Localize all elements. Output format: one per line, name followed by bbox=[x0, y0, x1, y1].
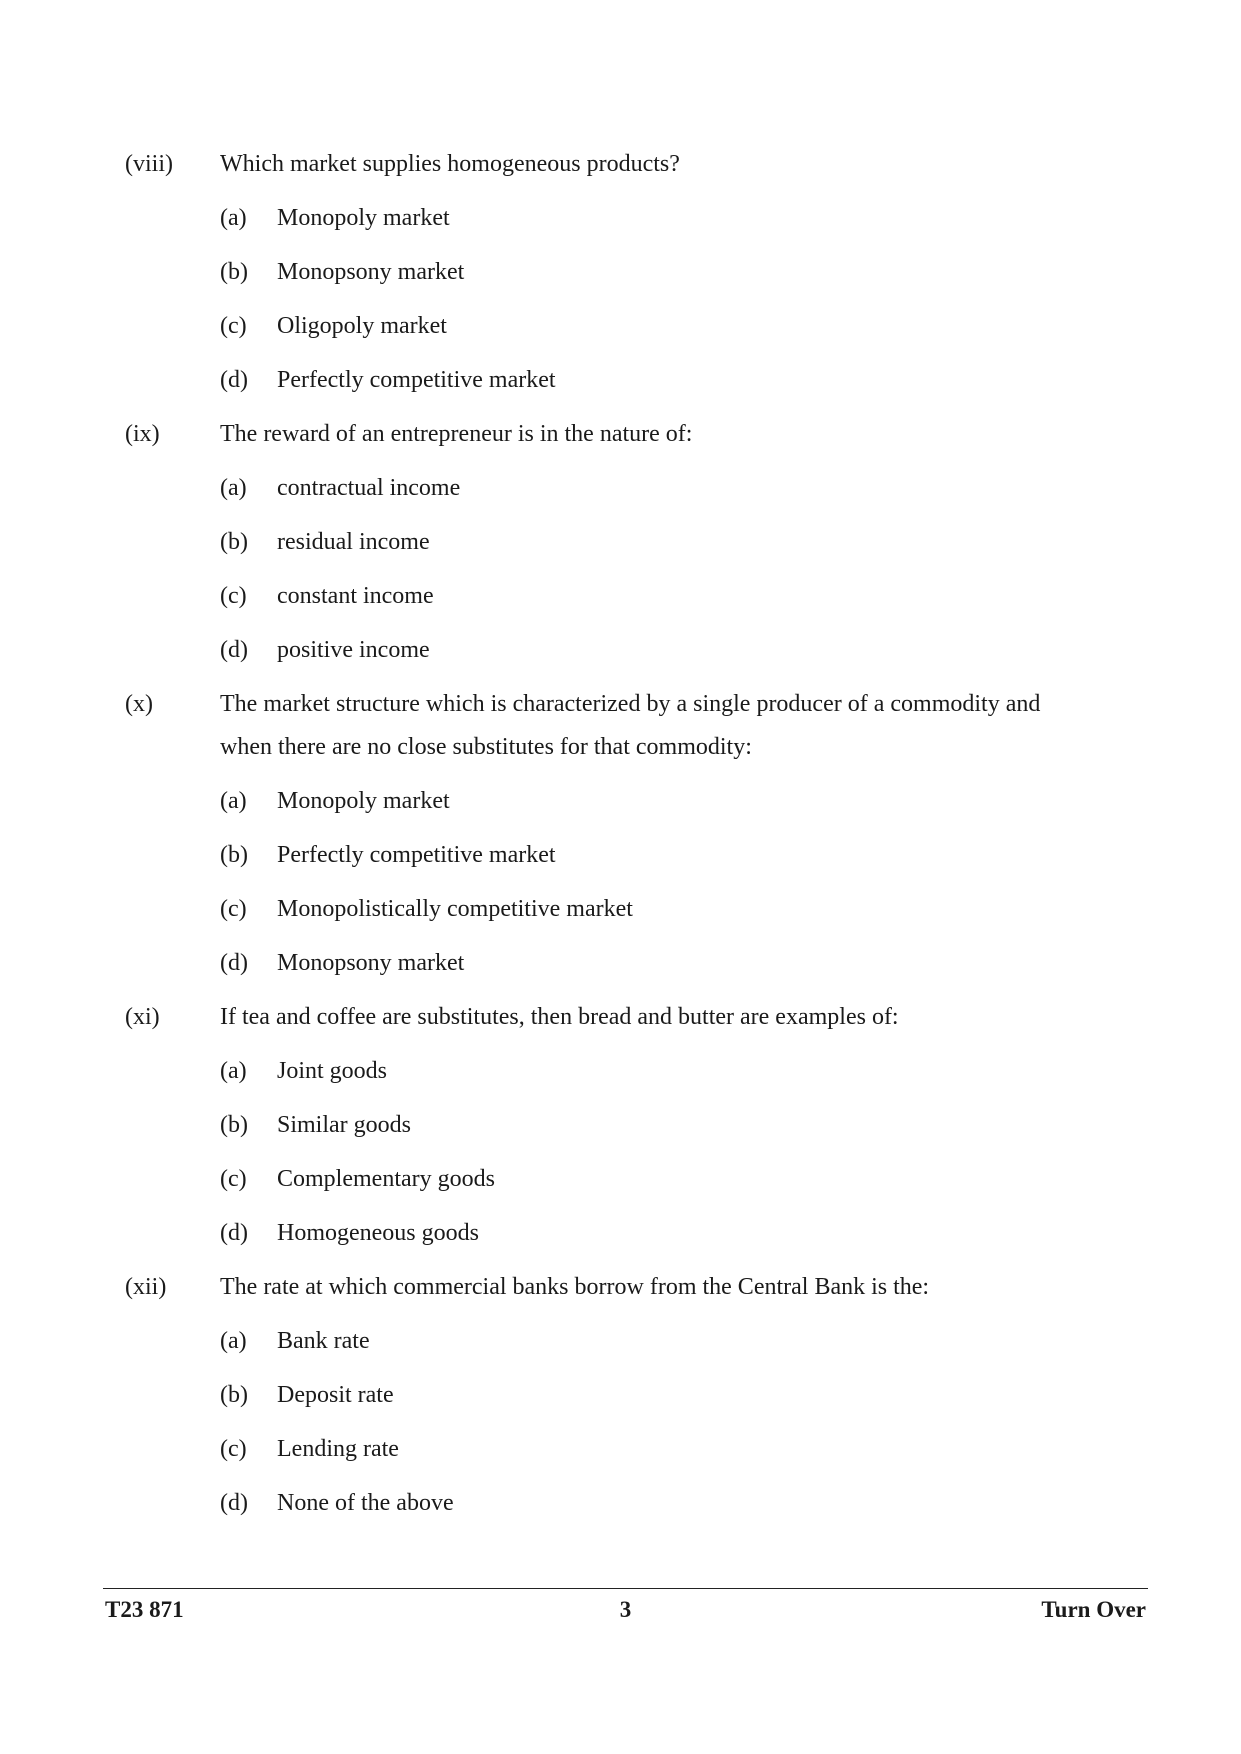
option-text: Monopoly market bbox=[277, 788, 450, 814]
option-text: positive income bbox=[277, 637, 430, 663]
option-label: (d) bbox=[220, 1220, 248, 1246]
question-number: (xi) bbox=[125, 1004, 160, 1030]
option-text: Homogeneous goods bbox=[277, 1220, 479, 1246]
option-label: (a) bbox=[220, 1058, 247, 1084]
option-text: Deposit rate bbox=[277, 1382, 394, 1408]
option-text: None of the above bbox=[277, 1490, 454, 1516]
option-text: Joint goods bbox=[277, 1058, 388, 1084]
question-number: (x) bbox=[125, 691, 153, 717]
option-d bbox=[220, 629, 1125, 672]
option-text: Perfectly competitive market bbox=[277, 842, 556, 868]
option-a bbox=[220, 780, 1125, 823]
option-label: (b) bbox=[220, 842, 248, 868]
option-label: (d) bbox=[220, 637, 248, 663]
option-text: residual income bbox=[277, 529, 430, 555]
option-c bbox=[220, 1158, 1125, 1201]
option-label: (b) bbox=[220, 1382, 248, 1408]
question-viii bbox=[125, 143, 1125, 402]
page-number: 3 bbox=[619, 1597, 632, 1622]
turn-over-note: Turn Over bbox=[1041, 1597, 1146, 1622]
option-label: (d) bbox=[220, 367, 248, 393]
option-a bbox=[220, 197, 1125, 240]
question-stem bbox=[125, 413, 1125, 456]
question-list bbox=[125, 143, 1125, 1536]
question-xii bbox=[125, 1266, 1125, 1525]
option-text: contractual income bbox=[277, 475, 461, 501]
option-text: Bank rate bbox=[277, 1328, 370, 1354]
option-d bbox=[220, 359, 1125, 402]
option-a bbox=[220, 1050, 1125, 1093]
question-stem bbox=[125, 1266, 1125, 1309]
option-text: Monopsony market bbox=[277, 950, 465, 976]
question-stem bbox=[125, 996, 1125, 1039]
option-label: (a) bbox=[220, 205, 247, 231]
option-text: Lending rate bbox=[277, 1436, 399, 1462]
option-text: Complementary goods bbox=[277, 1166, 495, 1192]
option-label: (a) bbox=[220, 1328, 247, 1354]
option-d bbox=[220, 1482, 1125, 1525]
question-number: (xii) bbox=[125, 1274, 167, 1300]
footer-row bbox=[103, 1589, 1148, 1629]
option-label: (c) bbox=[220, 583, 247, 609]
option-c bbox=[220, 888, 1125, 931]
option-text: Monopolistically competitive market bbox=[277, 896, 633, 922]
option-label: (c) bbox=[220, 1166, 247, 1192]
option-text: Similar goods bbox=[277, 1112, 412, 1138]
option-label: (a) bbox=[220, 788, 247, 814]
question-number: (ix) bbox=[125, 421, 160, 447]
option-b bbox=[220, 834, 1125, 877]
question-x bbox=[125, 683, 1125, 985]
option-c bbox=[220, 1428, 1125, 1471]
option-a bbox=[220, 1320, 1125, 1363]
option-text: Perfectly competitive market bbox=[277, 367, 556, 393]
option-c bbox=[220, 305, 1125, 348]
question-stem bbox=[125, 683, 1125, 769]
option-label: (c) bbox=[220, 313, 247, 339]
option-label: (b) bbox=[220, 529, 248, 555]
option-a bbox=[220, 467, 1125, 510]
option-text: Monopsony market bbox=[277, 259, 465, 285]
option-d bbox=[220, 1212, 1125, 1255]
option-text: Oligopoly market bbox=[277, 313, 447, 339]
page-footer bbox=[103, 1588, 1148, 1629]
question-text: Which market supplies homogeneous products? bbox=[220, 151, 680, 177]
option-label: (b) bbox=[220, 259, 248, 285]
question-xi bbox=[125, 996, 1125, 1255]
option-label: (c) bbox=[220, 896, 247, 922]
option-text: Monopoly market bbox=[277, 205, 450, 231]
option-b bbox=[220, 1374, 1125, 1417]
question-text: If tea and coffee are substitutes, then bread and butter are examples of: bbox=[220, 1004, 899, 1030]
option-label: (d) bbox=[220, 950, 248, 976]
option-label: (c) bbox=[220, 1436, 247, 1462]
question-stem bbox=[125, 143, 1125, 186]
option-label: (a) bbox=[220, 475, 247, 501]
option-label: (b) bbox=[220, 1112, 248, 1138]
option-c bbox=[220, 575, 1125, 618]
question-text: The reward of an entrepreneur is in the nature of: bbox=[220, 421, 693, 447]
option-label: (d) bbox=[220, 1490, 248, 1516]
question-text: The rate at which commercial banks borrow from the Central Bank is the: bbox=[220, 1274, 930, 1300]
option-text: constant income bbox=[277, 583, 434, 609]
question-text: The market structure which is characterized by a single producer of a commodity and when there are no close substitutes for that commodity: bbox=[220, 691, 1041, 760]
question-number: (viii) bbox=[125, 151, 173, 177]
question-ix bbox=[125, 413, 1125, 672]
option-b bbox=[220, 521, 1125, 564]
option-b bbox=[220, 251, 1125, 294]
option-d bbox=[220, 942, 1125, 985]
option-b bbox=[220, 1104, 1125, 1147]
paper-code: T23 871 bbox=[105, 1597, 184, 1622]
